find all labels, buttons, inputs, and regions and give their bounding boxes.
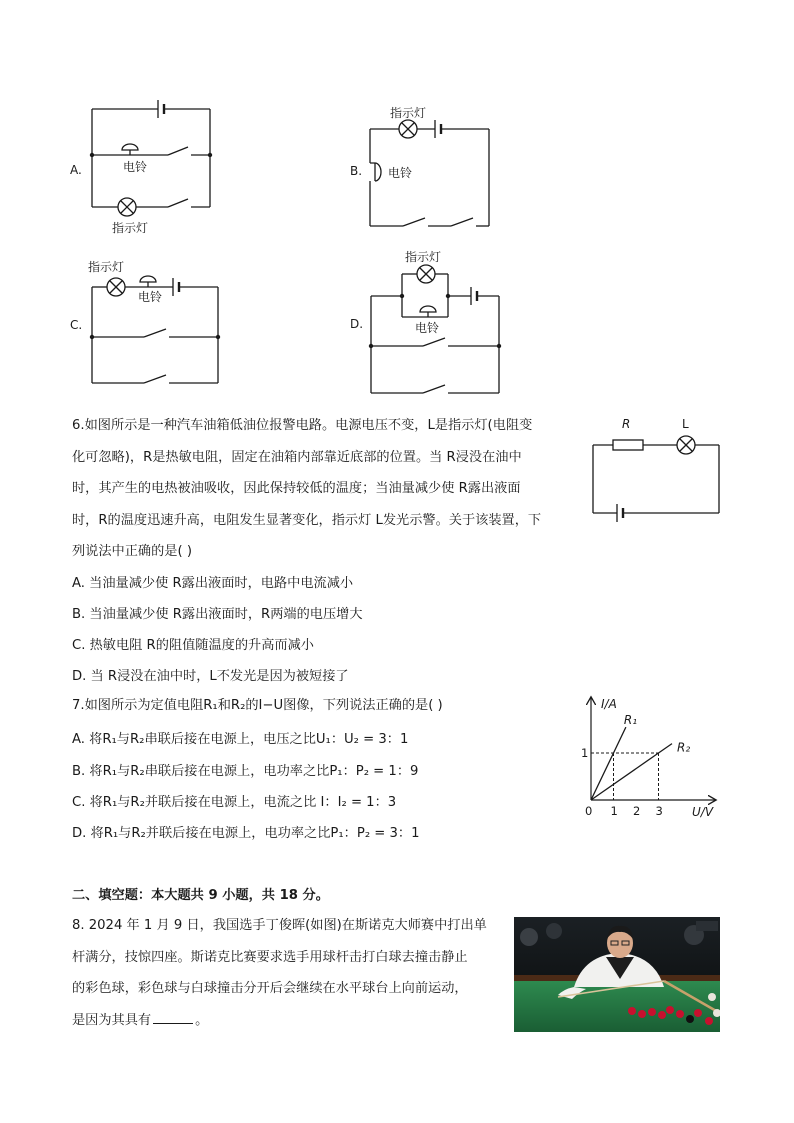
q6-option-c[interactable]: C. 热敏电阻 R的阻值随温度的升高而减小 [72,638,314,653]
q8-last-suffix: 。 [195,1012,209,1028]
series-label-2: R₂ [677,740,691,755]
q6-figure [585,410,725,525]
circuit-c-diagram [60,255,230,390]
x-axis-label: U/V [692,805,714,819]
circuit-a-letter: A. [70,163,82,177]
q8-line: 的彩色球，彩色球与白球撞击分开后会继续在水平球台上向前运动， [72,981,468,996]
q6-stem [72,410,541,568]
q6-resistor-label: R [622,417,631,431]
circuit-d-diagram [345,245,515,395]
q8-answer-blank[interactable] [153,1022,193,1024]
iu-chart-svg [575,692,730,822]
q8-line: 8. 2024 年 1 月 9 日，我国选手丁俊晖(如图)在斯诺克大师赛中打出单 [72,918,487,933]
q7-option-b[interactable]: B. 将R₁与R₂串联后接在电源上，电功率之比P₁：P₂ = 1：9 [72,764,419,779]
circuit-d-bell-label: 电铃 [415,321,440,335]
q7-stem: 7.如图所示为定值电阻R₁和R₂的I−U图像，下列说法正确的是( ) [72,698,443,713]
q6-option-d[interactable]: D. 当 R浸没在油中时，L不发光是因为被短接了 [72,669,349,684]
circuit-c-bell-label: 电铃 [138,290,163,304]
circuit-a-lamp-label: 指示灯 [112,221,149,235]
circuit-d [345,245,515,395]
circuit-b [345,100,505,235]
x-tick-label: 1 [610,804,618,818]
q8-stem [72,910,487,1036]
q8-line-last [72,1005,487,1037]
circuit-b-diagram [345,100,505,235]
q8-snooker-photo [514,917,720,1032]
q8-line: 杆满分，技惊四座。斯诺克比赛要求选手用球杆击打白球去撞击静止 [72,949,468,965]
q8-last-prefix: 是因为其具有 [72,1012,152,1028]
circuit-a [60,95,230,235]
q6-line: 时，R的温度迅速升高，电阻发生显著变化，指示灯 L发光示警。关于该装置，下 [72,512,542,528]
circuit-b-lamp-label: 指示灯 [390,106,427,120]
circuit-a-bell-label: 电铃 [123,160,148,174]
circuit-d-letter: D. [350,317,364,331]
x-tick-label: 2 [633,804,641,818]
q7-option-c[interactable]: C. 将R₁与R₂并联后接在电源上，电流之比 I：I₂ = 1：3 [72,795,397,810]
q7-option-d[interactable]: D. 将R₁与R₂并联后接在电源上，电功率之比P₁：P₂ = 3：1 [72,826,420,841]
q6-line: 6.如图所示是一种汽车油箱低油位报警电路。电源电压不变，L是指示灯(电阻变 [72,418,533,433]
q6-option-a[interactable]: A. 当油量减少使 R露出液面时，电路中电流减小 [72,576,354,591]
circuit-c-lamp-label: 指示灯 [88,260,125,274]
q7-iu-chart [575,692,730,822]
circuit-b-bell-label: 电铃 [388,166,413,180]
snooker-photo-illustration [514,917,720,1032]
section-title-fill-in: 二、填空题：本大题共 9 小题，共 18 分。 [72,888,329,903]
q6-line: 化可忽略)，R是热敏电阻，固定在油箱内部靠近底部的位置。当 R浸没在油中 [72,449,522,465]
circuit-a-diagram [60,95,230,235]
origin-label: 0 [585,804,593,818]
q6-line: 列说法中正确的是( ) [72,544,192,559]
q6-lamp-label: L [682,417,689,431]
circuit-c [60,255,230,390]
series-line-1 [591,727,626,800]
series-line-2 [591,744,672,800]
circuit-d-lamp-label: 指示灯 [405,250,442,264]
series-label-1: R₁ [623,713,638,728]
q6-circuit-diagram [585,410,725,525]
q6-line: 时，其产生的电热被油吸收，因此保持较低的温度；当油量减少使 R露出液面 [72,481,521,496]
y-axis-label: I/A [601,697,617,711]
q6-option-b[interactable]: B. 当油量减少使 R露出液面时，R两端的电压增大 [72,607,363,622]
circuit-c-letter: C. [70,318,83,332]
x-tick-label: 3 [655,804,663,818]
circuit-b-letter: B. [350,164,363,178]
q7-option-a[interactable]: A. 将R₁与R₂串联后接在电源上，电压之比U₁：U₂ = 3：1 [72,732,409,747]
y-tick-label: 1 [581,746,589,760]
